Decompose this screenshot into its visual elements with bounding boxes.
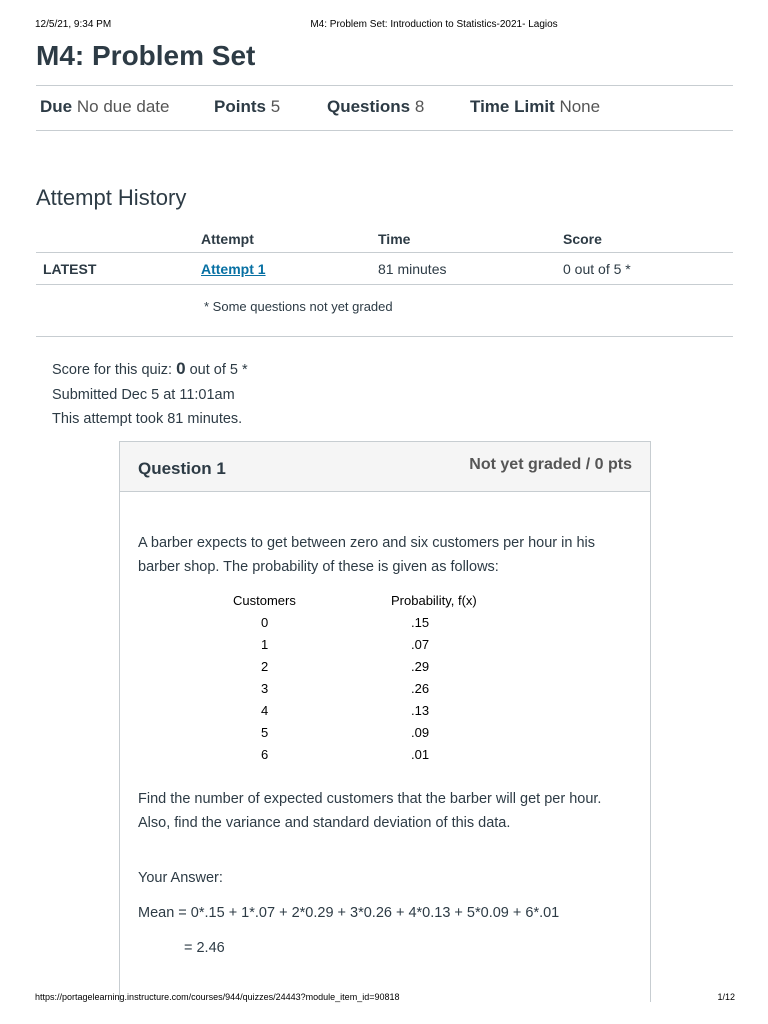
column-header-score: Score [563,226,733,253]
customers-cell: 1 [261,637,269,652]
meta-questions [327,97,424,117]
print-doc-title: M4: Problem Set: Introduction to Statistics-2021- Lagios [310,19,558,30]
meta-due [40,97,170,117]
table-row [233,681,533,703]
due-label: Due [40,97,73,116]
questions-value: 8 [414,97,425,116]
attempt-1-link[interactable]: Attempt 1 [201,260,266,277]
attempt-history-heading: Attempt History [36,185,187,210]
question-instruction: Find the number of expected customers that the barber will get per hour. Also, find the variance and standard deviation of this data. [138,791,602,831]
grading-note-row [36,286,733,337]
column-header-attempt: Attempt [201,226,378,253]
submitted-line: Submitted Dec 5 at 11:01am [52,386,235,403]
attempt-time: 81 minutes [378,253,563,285]
probability-cell: .09 [411,725,430,740]
question-status: Not yet graded / 0 pts [469,456,632,473]
table-row [233,637,533,659]
question-text: A barber expects to get between zero and six customers per hour in his barber shop. The probability of these is given as follows: [138,535,595,575]
time-limit-label: Time Limit [470,97,555,116]
question-title: Question 1 [138,459,226,478]
latest-tag: LATEST [36,253,201,285]
attempt-history-table [36,226,733,285]
customers-cell: 6 [261,747,269,762]
grading-note: * Some questions not yet graded [204,299,393,314]
score-line [52,357,248,383]
table-row [233,703,533,725]
probability-cell: .07 [411,637,430,652]
quiz-meta-bar [36,85,733,131]
points-label: Points [214,97,266,116]
customers-cell: 5 [261,725,269,740]
probability-cell: .15 [411,615,430,630]
header-probability: Probability, f(x) [391,593,477,608]
meta-time-limit [470,97,600,117]
question-header [120,442,650,492]
score-suffix: out of 5 * [189,362,248,378]
probability-cell: .29 [411,659,430,674]
meta-points [214,97,280,117]
points-value: 5 [270,97,281,116]
answer-mean-result: = 2.46 [184,940,225,956]
answer-label: Your Answer: [138,870,223,886]
customers-cell: 2 [261,659,269,674]
print-url: https://portagelearning.instructure.com/courses/944/quizzes/24443?module_item_id=90818 [35,992,400,1002]
table-row [36,253,733,285]
table-header-row [36,226,733,253]
probability-cell: .26 [411,681,430,696]
score-prefix: Score for this quiz: [52,362,173,378]
table-row [233,725,533,747]
score-value: 0 [176,359,186,378]
table-row [233,615,533,637]
table-row [233,659,533,681]
quiz-summary [52,357,248,432]
customers-cell: 3 [261,681,269,696]
due-value: No due date [76,97,170,116]
probability-cell: .01 [411,747,430,762]
customers-cell: 4 [261,703,269,718]
print-page-number: 1/12 [717,992,735,1002]
page-title: M4: Problem Set [36,40,256,71]
column-header-time: Time [378,226,563,253]
print-header [0,19,768,33]
customers-cell: 0 [261,615,269,630]
table-row [233,747,533,769]
column-header-tag [36,226,201,253]
probability-cell: .13 [411,703,430,718]
attempt-score: 0 out of 5 * [563,253,733,285]
time-limit-value: None [559,97,601,116]
question-card [119,441,651,1002]
duration-line: This attempt took 81 minutes. [52,411,243,427]
print-datetime: 12/5/21, 9:34 PM [35,19,112,30]
questions-label: Questions [327,97,411,116]
answer-mean-line: Mean = 0*.15 + 1*.07 + 2*0.29 + 3*0.26 + 4*0.13 + 5*0.09 + 6*.01 [138,905,560,921]
header-customers: Customers [233,593,296,608]
